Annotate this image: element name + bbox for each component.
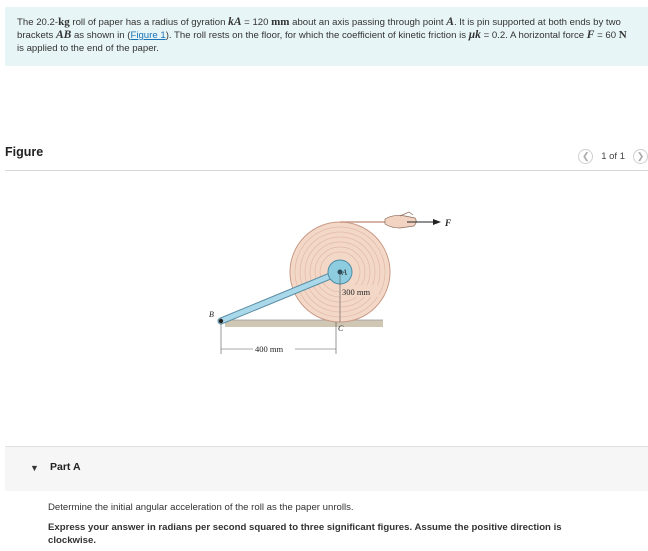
prev-figure-button[interactable] (578, 149, 593, 164)
label-B: B (209, 310, 214, 319)
figure-page-count: 1 of 1 (601, 150, 625, 162)
label-C: C (338, 324, 344, 333)
divider (5, 170, 648, 171)
part-a-question: Determine the initial angular acceleration of the roll as the paper unrolls. (48, 502, 354, 513)
figure-diagram (195, 210, 455, 370)
figure-pager (578, 148, 648, 164)
label-300mm: 300 mm (342, 287, 371, 297)
floor (225, 320, 383, 327)
figure-link[interactable]: Figure 1 (130, 30, 166, 41)
part-a-instruction: Express your answer in radians per second squared to three significant figures. Assume the positive direction is clockwise. (48, 522, 562, 546)
force-arrowhead (433, 219, 441, 225)
chevron-left-icon: ❮ (581, 150, 590, 161)
hand-icon (385, 212, 416, 228)
label-F: F (445, 218, 452, 228)
chevron-right-icon: ❯ (636, 150, 645, 161)
label-400mm: 400 mm (255, 344, 284, 354)
part-a-header[interactable] (5, 446, 648, 491)
collapse-triangle-icon[interactable]: ▼ (30, 463, 39, 473)
pin-B (219, 319, 223, 323)
paper-roll-diagram (195, 210, 455, 370)
next-figure-button[interactable] (633, 149, 648, 164)
part-a-label: Part A (50, 461, 81, 473)
label-A: A (342, 268, 347, 277)
figure-title: Figure (5, 145, 44, 159)
problem-statement: The 20.2-kg roll of paper has a radius of gyration kA = 120 mm about an axis passing through point A. It is pin supported at both ends by two brackets AB as shown in (Figure 1). The roll rests on the floor, for which the coefficient of kinetic friction is μk = 0.2. A horizontal force F = 60 N is applied to the end of the paper. (5, 7, 648, 66)
